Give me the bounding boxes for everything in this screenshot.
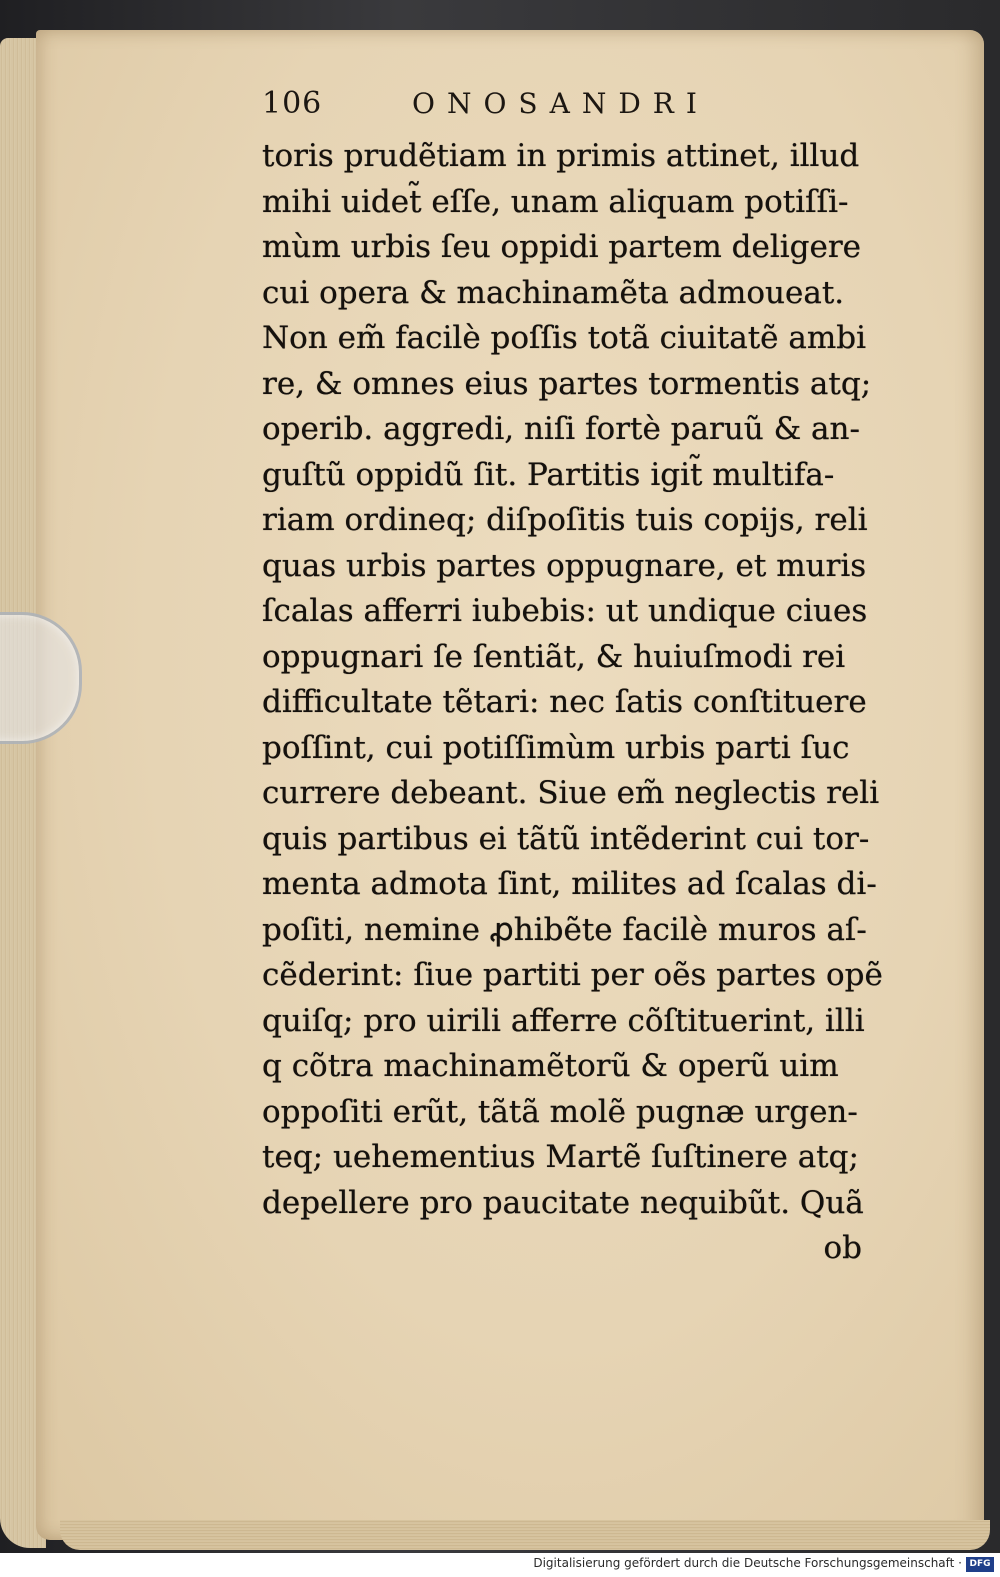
text-line: Non em̃ facilè poſſis totã ciuitatẽ ambi <box>262 320 866 356</box>
text-line: currere debeant. Siue em̃ neglectis reli <box>262 775 880 811</box>
text-line: difficultate tẽtari: nec ſatis conſtituere <box>262 684 867 720</box>
page-number: 106 <box>262 86 323 121</box>
digitization-footer <box>0 1553 1000 1577</box>
text-line: poſſint, cui potiſſimùm urbis parti ſuc <box>262 729 850 766</box>
text-line: poſiti, nemine ꝓhibẽte facilè muros aſ- <box>262 911 867 948</box>
catchword: ob <box>823 1230 862 1266</box>
text-line: re, & omnes eius partes tormentis atq; <box>262 365 872 402</box>
text-line: menta admota ſint, milites ad ſcalas di- <box>262 866 877 902</box>
text-line: oppugnari ſe ſentiãt, & huiuſmodi rei <box>262 638 846 675</box>
text-line: teq; uehementius Martẽ ſuſtinere atq; <box>262 1139 859 1175</box>
text-line: operib. aggredi, niſi fortè paruũ & an- <box>262 411 860 447</box>
text-line: toris prudẽtiam in primis attinet, illud <box>262 138 860 174</box>
page-bottom-edge <box>60 1520 990 1550</box>
text-line: oppoſiti erũt, tãtã molẽ pugnæ urgen- <box>262 1093 858 1130</box>
footer-credit: Digitalisierung gefördert durch die Deutsche Forschungsgemeinschaft · <box>533 1556 962 1570</box>
text-line: guſtũ oppidũ ſit. Partitis igit̃ multifa- <box>262 456 835 493</box>
running-header <box>262 86 802 126</box>
text-line: cẽderint: ſiue partiti per oẽs partes opẽ <box>262 957 883 993</box>
body-text <box>262 134 922 1272</box>
text-line: depellere pro paucitate nequibũt. Quã <box>262 1184 864 1221</box>
text-line: quas urbis partes oppugnare, et muris <box>262 547 867 584</box>
text-line: mihi uidet̃ eſſe, unam aliquam potiſſi- <box>262 183 849 220</box>
text-line: quiſq; pro uirili afferre cõſtituerint, illi <box>262 1002 865 1039</box>
running-title: ONOSANDRI <box>412 87 709 120</box>
dfg-logo: DFG <box>966 1557 994 1572</box>
text-line: riam ordineq; diſpoſitis tuis copijs, reli <box>262 502 868 538</box>
text-line: mùm urbis ſeu oppidi partem deligere <box>262 229 862 265</box>
text-line: ſcalas afferri iubebis: ut undique ciues <box>262 593 868 629</box>
text-line: q cõtra machinamẽtorũ & operũ uim <box>262 1048 839 1084</box>
text-line: quis partibus ei tãtũ intẽderint cui tor- <box>262 820 870 857</box>
text-line: cui opera & machinamẽta admoueat. <box>262 274 845 311</box>
